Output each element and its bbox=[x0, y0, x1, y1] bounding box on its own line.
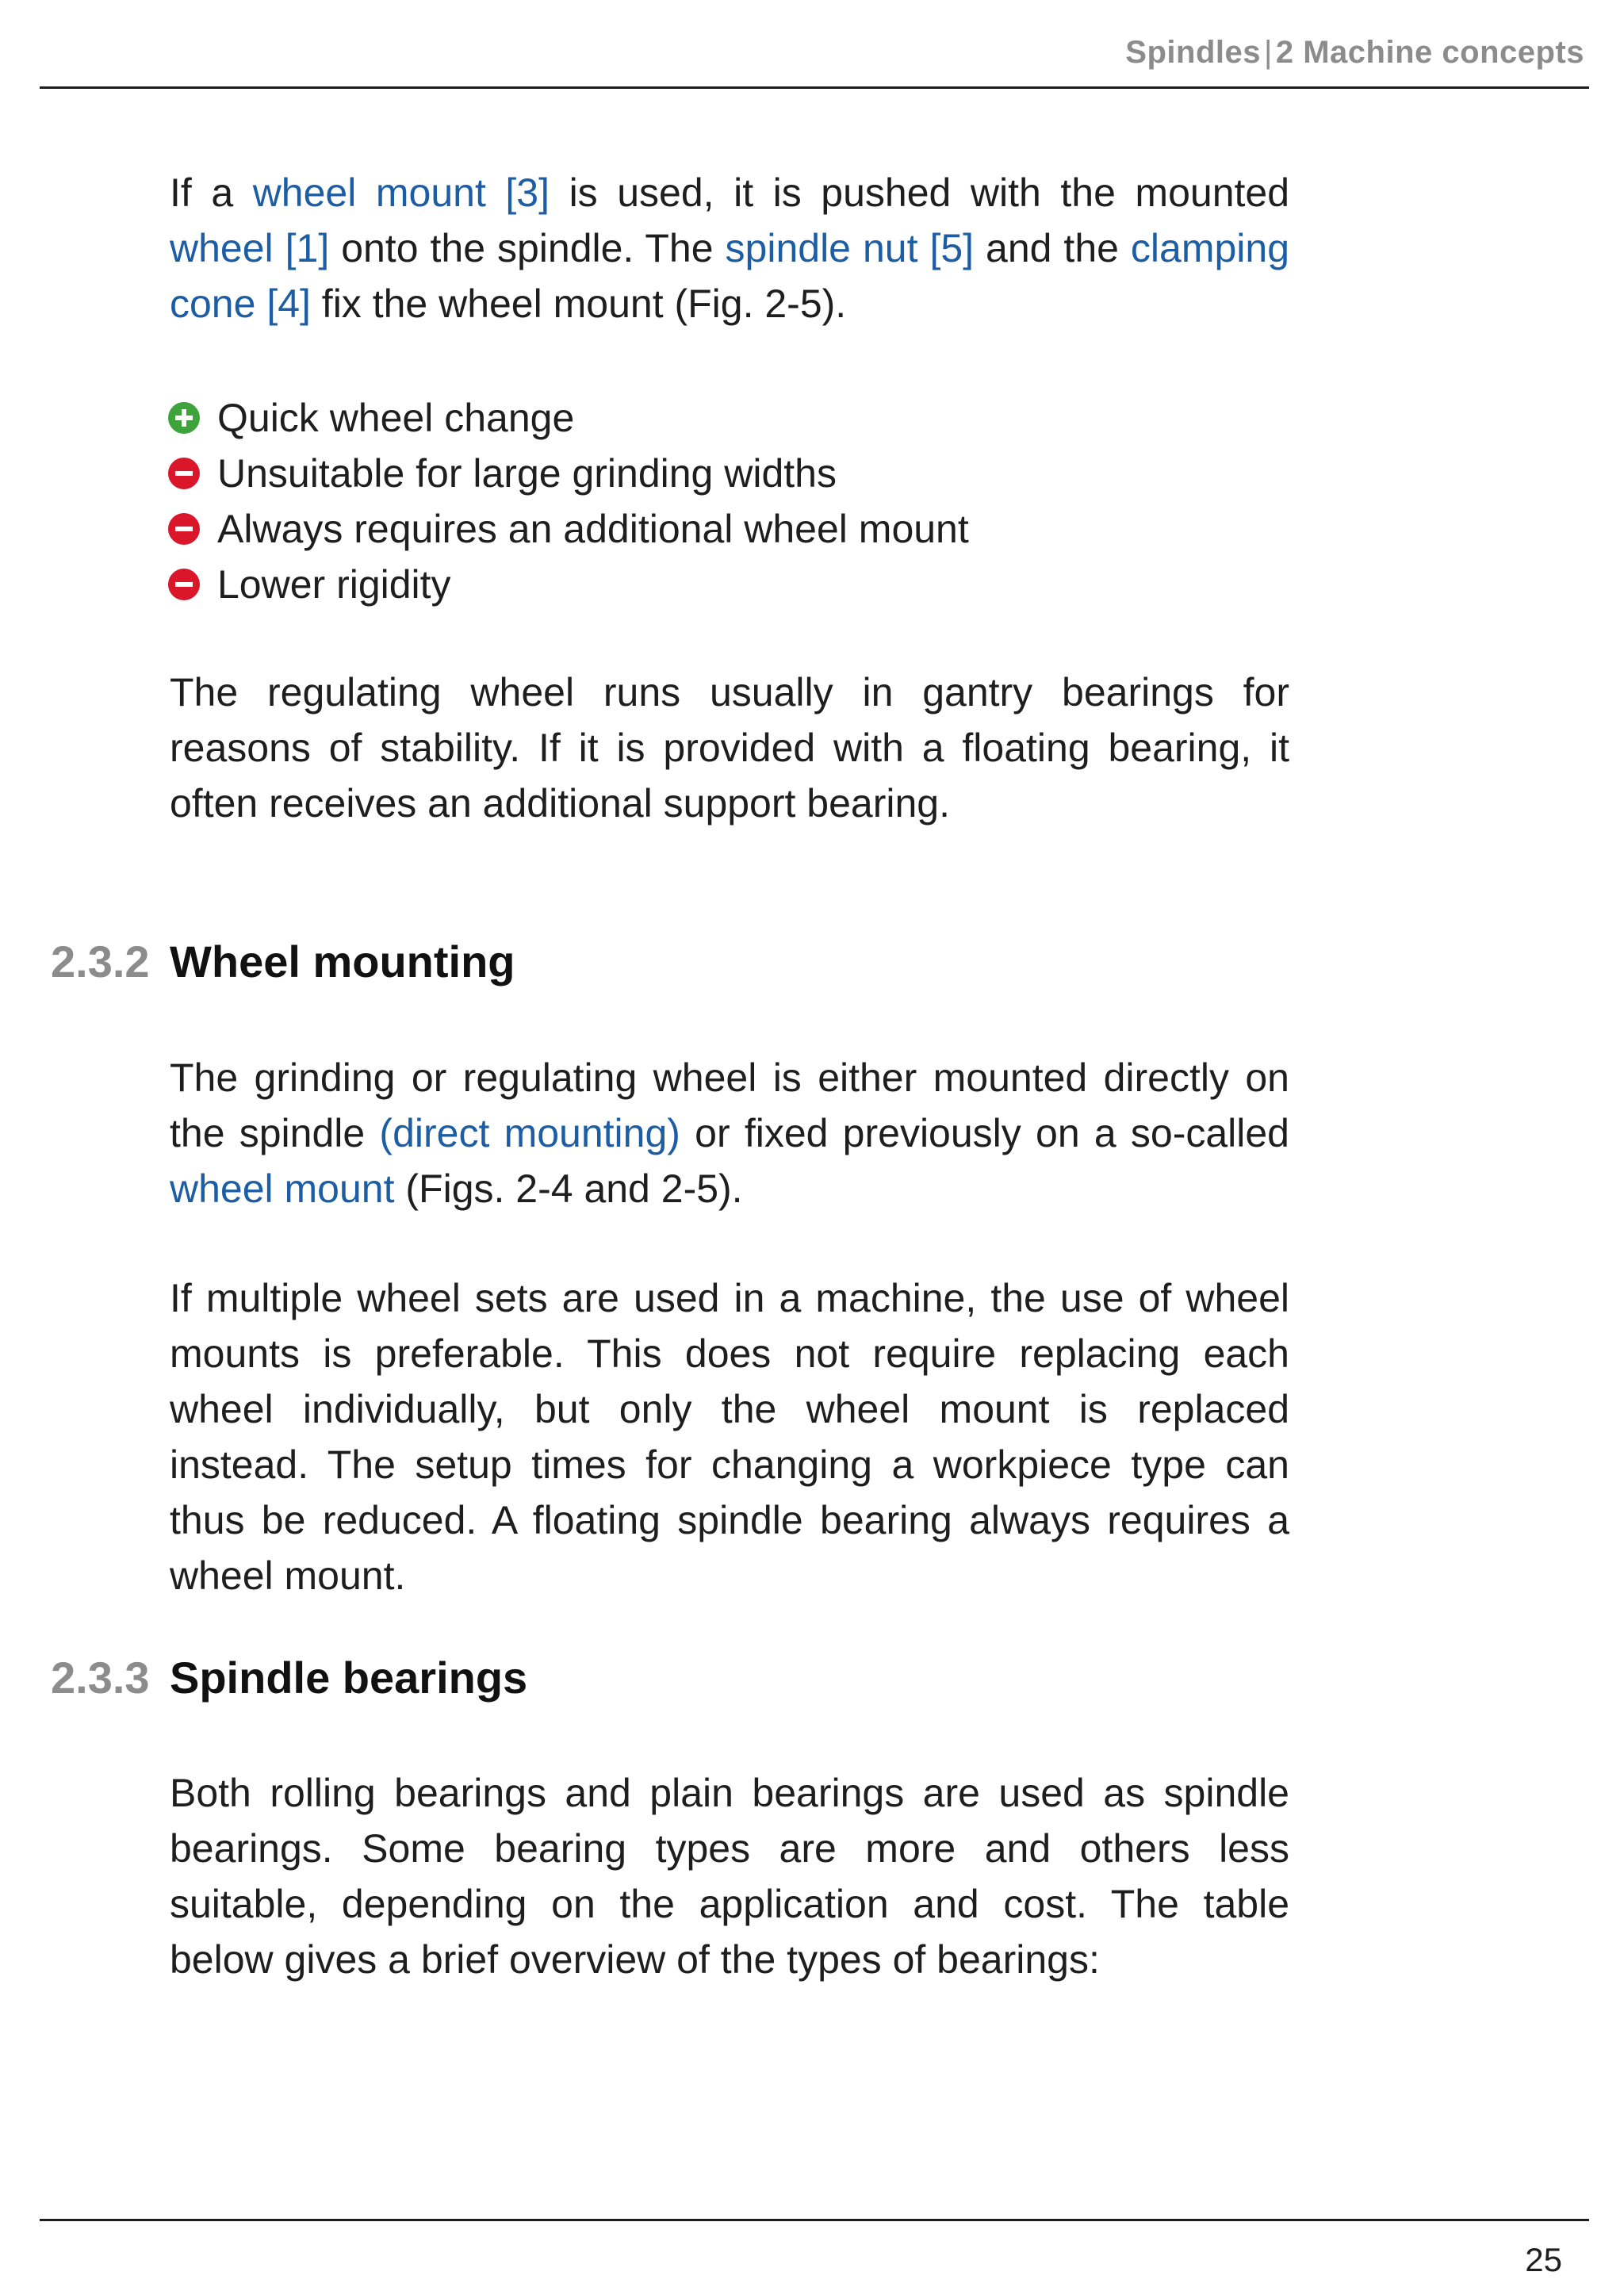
list-item-text: Unsuitable for large grinding widths bbox=[217, 451, 837, 496]
section-number: 2.3.3 bbox=[51, 1653, 150, 1703]
pros-cons-list bbox=[168, 390, 969, 612]
paragraph-text: If multiple wheel sets are used in a machine, the use of wheel mounts is preferable. This does not require replacing each wheel individually, but only the wheel mount is replaced instead. The setup times for changing a workpiece type can thus be reduced. A floating spindle bearing always requires a wheel mount. bbox=[170, 1276, 1289, 1598]
page-number: 25 bbox=[1525, 2241, 1562, 2278]
text: (Figs. 2-4 and 2-5). bbox=[394, 1166, 743, 1211]
term-direct-mounting: (direct mounting) bbox=[379, 1111, 680, 1155]
paragraph-regulating-wheel bbox=[170, 665, 1289, 831]
list-item-text: Lower rigidity bbox=[217, 562, 451, 607]
minus-icon bbox=[168, 458, 200, 489]
text: The grinding or regulating wheel is either mounted directly on the spindle bbox=[170, 1055, 1289, 1155]
section-title: Wheel mounting bbox=[170, 937, 515, 986]
text: or fixed previously on a so-called bbox=[680, 1111, 1289, 1155]
term-wheel: wheel [1] bbox=[170, 226, 330, 270]
term-clamping-cone: clamping cone [4] bbox=[170, 226, 1290, 326]
header-chapter: 2 Machine concepts bbox=[1275, 35, 1584, 70]
text: fix the wheel mount (Fig. 2-5). bbox=[310, 282, 847, 326]
text: If a bbox=[170, 170, 253, 215]
section-number: 2.3.2 bbox=[51, 937, 150, 986]
text: onto the spindle. The bbox=[329, 226, 726, 270]
list-item bbox=[168, 557, 969, 612]
header-rule bbox=[40, 86, 1589, 89]
section-heading-spindle-bearings bbox=[51, 1652, 527, 1703]
paragraph-mounting-types bbox=[170, 1050, 1289, 1216]
list-item bbox=[168, 501, 969, 557]
term-wheel-mount: wheel mount [3] bbox=[252, 170, 550, 215]
paragraph-wheel-mount bbox=[170, 165, 1289, 331]
header-section: Spindles bbox=[1125, 35, 1261, 70]
paragraph-bearing-types bbox=[170, 1765, 1289, 1987]
list-item bbox=[168, 446, 969, 501]
running-header bbox=[1125, 35, 1584, 71]
term-wheel-mount: wheel mount bbox=[170, 1166, 395, 1211]
list-item-text: Quick wheel change bbox=[217, 396, 575, 440]
minus-icon bbox=[168, 569, 200, 600]
text: and the bbox=[974, 226, 1131, 270]
text: is used, it is pushed with the mounted bbox=[550, 170, 1290, 215]
paragraph-text: The regulating wheel runs usually in gantry bearings for reasons of stability. If it is provided with a floating bearing, it often receives an additional support bearing. bbox=[170, 670, 1289, 826]
minus-icon bbox=[168, 513, 200, 545]
paragraph-text: Both rolling bearings and plain bearings are used as spindle bearings. Some bearing types are more and others less suitable, depending on the application and cost. The table below gives a brief overview of the types of bearings: bbox=[170, 1771, 1289, 1982]
paragraph-multiple-wheel-sets bbox=[170, 1270, 1289, 1603]
section-heading-wheel-mounting bbox=[51, 936, 515, 987]
section-title: Spindle bearings bbox=[170, 1653, 528, 1703]
list-item-text: Always requires an additional wheel mount bbox=[217, 507, 969, 551]
plus-icon bbox=[168, 402, 200, 434]
footer-rule bbox=[40, 2219, 1589, 2221]
list-item bbox=[168, 390, 969, 446]
term-spindle-nut: spindle nut [5] bbox=[725, 226, 975, 270]
header-separator: | bbox=[1263, 35, 1273, 70]
